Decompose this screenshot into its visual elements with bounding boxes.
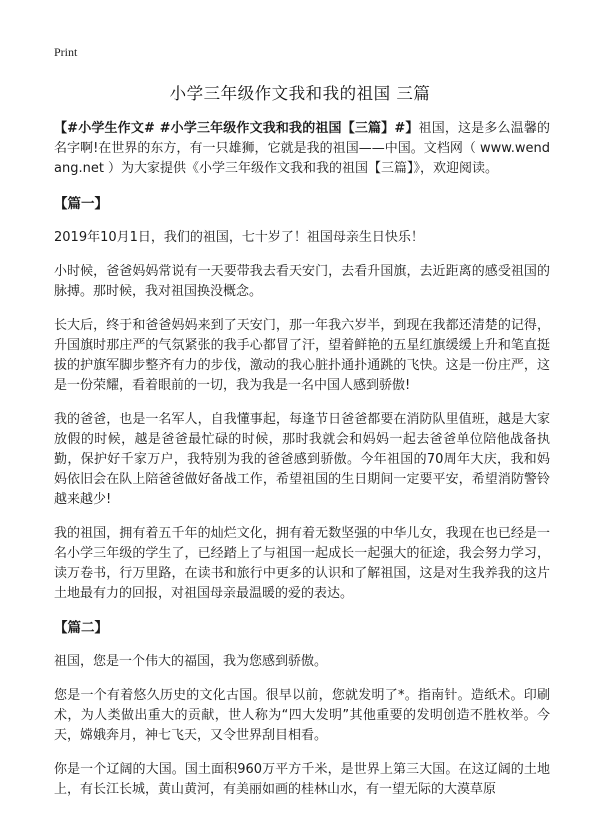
section2-paragraph-1: 祖国，您是一个伟大的福国，我为您感到骄傲。 [54,654,328,669]
print-label: Print [54,45,78,59]
section1-paragraph-5: 我的祖国，拥有着五千年的灿烂文化，拥有着无数坚强的中华儿女，我现在也已经是一名小学三年级的学生了，已经踏上了与祖国一起成长一起强大的征途，我会努力学习，读万卷书，行万里路，在读书和旅行中更多的认识和了解祖国，这是对生我养我的这片土地最有力的回报，对祖国母亲最温暖的爱的表达。 [54,526,550,601]
section1-paragraph-3: 长大后，终于和爸爸妈妈来到了天安门，那一年我六岁半，到现在我都还清楚的记得，升国旗时那庄严的气氛紧张的我手心都冒了汗，望着鲜艳的五星红旗缓缓上升和笔直挺拔的护旗军脚步整齐有力的步伐，激动的我心脏扑通扑通跳的飞快。这是一份庄严，这是一份荣耀，看着眼前的一切，我为我是一名中国人感到骄傲! [54,318,550,393]
section2-paragraph-2: 您是一个有着悠久历史的文化古国。很早以前，您就发明了*。指南针。造纸术。印刷术，为人类做出重大的贡献，世人称为“四大发明”其他重要的发明创造不胜枚举。今天，嫦娥奔月，神七飞天，又令世界刮目相看。 [54,688,550,743]
section1-paragraph-2: 小时候，爸爸妈妈常说有一天要带我去看天安门，去看升国旗，去近距离的感受祖国的脉搏。那时候，我对祖国换没概念。 [54,264,550,299]
section-heading-2: 【篇二】 [54,620,108,636]
intro-text: 祖国，这是多么温馨的名字啊!在世界的东方，有一只雄狮，它就是我的祖国——中国。文档网（ www.wendang.net ）为大家提供《小学三年级作文我和我的祖国【三篇】》，欢迎阅读。 [54,121,550,176]
page-title: 小学三年级作文我和我的祖国 三篇 [169,84,431,103]
document-body [54,119,550,814]
section1-paragraph-4: 我的爸爸，也是一名军人，自我懂事起，每逢节日爸爸都要在消防队里值班，越是大家放假的时候，越是爸爸最忙碌的时候，那时我就会和妈妈一起去爸爸单位陪他战备执勤，保护好千家万户，我特别为我的爸爸感到骄傲。今年祖国的70周年大庆，我和妈妈依旧会在队上陪爸爸做好备战工作，希望祖国的生日期间一定要平安，希望消防警铃越来越少! [54,412,550,507]
section2-paragraph-3: 你是一个辽阔的大国。国土面积960万平方千米，是世界上第三大国。在这辽阔的土地上，有长江长城，黄山黄河，有美丽如画的桂林山水，有一望无际的大漠草原 [54,762,550,797]
intro-paragraph [54,119,550,179]
section1-paragraph-1: 2019年10月1日，我们的祖国，七十岁了！祖国母亲生日快乐！ [54,230,424,245]
section-heading-1: 【篇一】 [54,196,108,212]
intro-tags: 【#小学生作文# #小学三年级作文我和我的祖国【三篇】#】 [54,121,419,136]
